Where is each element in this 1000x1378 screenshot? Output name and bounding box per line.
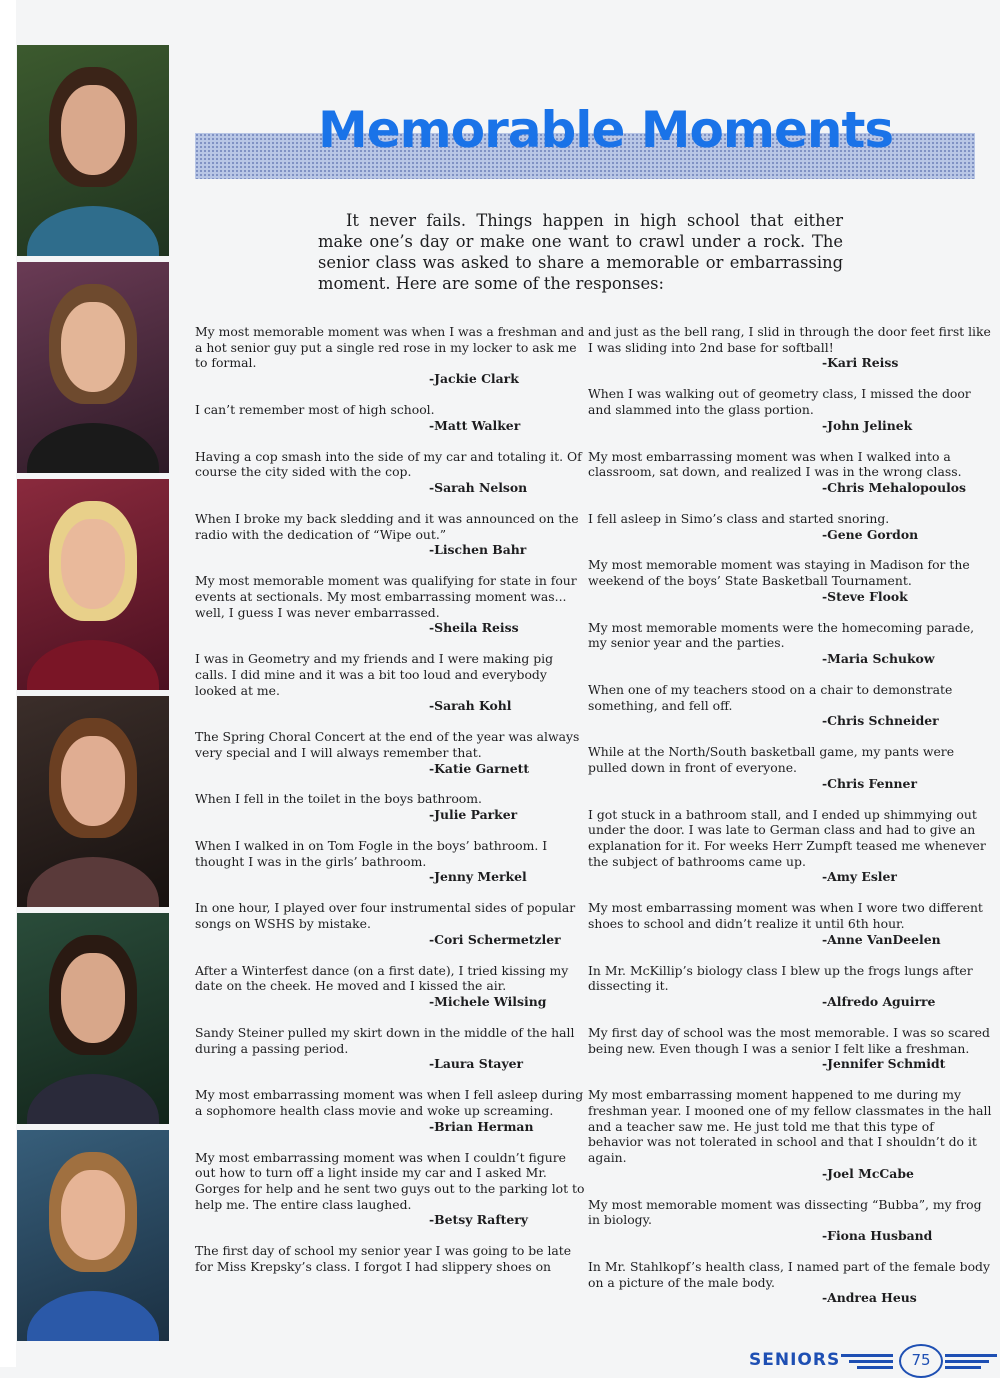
student-name: -Maria Schukow [822, 651, 935, 667]
response-text: My most memorable moment was qualifying for state in four events at sectionals. My most embarrassing moment was... well, I guess I was never embarrassed. [195, 573, 577, 620]
response-text: The Spring Choral Concert at the end of the year was always very special and I will always remember that. [195, 729, 580, 760]
response-entry [195, 1025, 587, 1072]
left-column [195, 324, 587, 1290]
response-text: My most embarrassing moment happened to me during my freshman year. I mooned one of my fellow classmates in the hall and a teacher saw me. He just told me that this type of behavior was not tolerated in school and that I shouldn’t do it again. [588, 1087, 992, 1166]
response-entry [588, 1197, 992, 1244]
student-name: -Jackie Clark [429, 371, 519, 387]
response-text: When I broke my back sledding and it was announced on the radio with the dedication of “Wipe out.” [195, 510, 579, 542]
response-entry [588, 511, 992, 542]
response-text: My most memorable moments were the homecoming parade, my senior year and the parties. [588, 619, 975, 651]
student-name: -Jennifer Schmidt [822, 1056, 946, 1072]
student-name: -Andrea Heus [822, 1290, 917, 1306]
response-text: In Mr. Stahlkopf’s health class, I named part of the female body on a picture of the male body. [588, 1258, 990, 1290]
response-entry [195, 651, 587, 714]
student-name: -Alfredo Aguirre [822, 994, 936, 1010]
response-text: When I walked in on Tom Fogle in the boys’ bathroom. I thought I was in the girls’ bathroom. [195, 838, 548, 869]
page-number: 75 [899, 1344, 943, 1378]
response-text: While at the North/South basketball game, my pants were pulled down in front of everyone. [588, 744, 955, 776]
response-entry [195, 324, 587, 387]
response-entry [195, 963, 587, 1010]
student-name: -Julie Parker [429, 807, 518, 823]
response-text: My most embarrassing moment was when I wore two different shoes to school and didn’t realize it until 6th hour. [588, 900, 983, 932]
response-text: I can’t remember most of high school. [195, 402, 435, 417]
response-text: My most embarrassing moment was when I walked into a classroom, sat down, and realized I was in the wrong class. [588, 448, 962, 480]
intro-paragraph: It never fails. Things happen in high school that either make one’s day or make one want to crawl under a rock. The senior class was asked to share a memorable or embarrassing moment. Here are some of the responses: [318, 211, 843, 293]
response-entry [588, 386, 992, 433]
response-text: I fell asleep in Simo’s class and started snoring. [588, 510, 890, 526]
response-text: I got stuck in a bathroom stall, and I ended up shimmying out under the door. I was late to German class and had to give an explanation for it. For weeks Herr Zumpft teased me whenever the subject of bathrooms came up. [588, 806, 986, 869]
page-edge [0, 0, 16, 1367]
page-title: Memorable Moments [318, 101, 894, 159]
response-entry [195, 729, 587, 776]
response-text: In Mr. McKillip’s biology class I blew up the frogs lungs after dissecting it. [588, 962, 973, 994]
senior-portrait-5 [17, 913, 169, 1124]
student-name: -Chris Fenner [822, 775, 917, 791]
footer-wing-line [841, 1354, 893, 1357]
response-entry [588, 1087, 992, 1181]
response-entry [588, 682, 992, 729]
student-name: -Gene Gordon [822, 526, 919, 542]
student-name: -Amy Esler [822, 869, 897, 885]
response-entry [588, 1259, 992, 1306]
response-text: I was in Geometry and my friends and I were making pig calls. I did mine and it was a bit too loud and everybody looked at me. [195, 651, 554, 698]
response-entry [195, 449, 587, 496]
response-entry [195, 402, 587, 433]
student-name: -Laura Stayer [429, 1056, 524, 1072]
student-name: -Lischen Bahr [429, 542, 527, 558]
right-column [588, 324, 992, 1321]
student-name: -Sarah Nelson [429, 480, 528, 495]
student-name: -Anne VanDeelen [822, 931, 941, 947]
response-text: My most embarrassing moment was when I couldn’t figure out how to turn off a light inside my car and I asked Mr. Gorges for help and he sent two guys out to the parking lot to help me. The entire class laughed. [195, 1149, 585, 1212]
student-name: -Chris Schneider [822, 713, 939, 729]
response-text: When I fell in the toilet in the boys bathroom. [195, 791, 482, 807]
senior-portrait-6 [17, 1130, 169, 1341]
student-name: -Jenny Merkel [429, 869, 527, 885]
student-name: -Betsy Raftery [429, 1212, 528, 1228]
senior-portrait-2 [17, 262, 169, 473]
response-entry [195, 1087, 587, 1134]
student-name: -Cori Schermetzler [429, 931, 561, 947]
response-text: My most memorable moment was when I was a freshman and a hot senior guy put a single red rose in my locker to ask me to formal. [195, 324, 585, 371]
response-entry [195, 791, 587, 822]
student-name: -Joel McCabe [822, 1165, 914, 1181]
student-name: -Sarah Kohl [429, 698, 512, 714]
response-entry [588, 744, 992, 791]
response-entry [195, 1150, 587, 1229]
student-name: -Fiona Husband [822, 1228, 933, 1244]
response-text: Sandy Steiner pulled my skirt down in the middle of the hall during a passing period. [195, 1024, 575, 1056]
response-text: When one of my teachers stood on a chair to demonstrate something, and fell off. [588, 682, 953, 713]
response-text: My most memorable moment was dissecting “Bubba”, my frog in biology. [588, 1196, 982, 1228]
response-entry [195, 1243, 587, 1274]
response-entry [588, 449, 992, 496]
senior-portrait-4 [17, 696, 169, 907]
footer-wing-line [945, 1354, 997, 1357]
response-text: In one hour, I played over four instrumental sides of popular songs on WSHS by mistake. [195, 900, 576, 932]
response-entry [195, 511, 587, 558]
student-name: -Matt Walker [429, 417, 521, 433]
section-label: SENIORS [749, 1350, 841, 1370]
student-name: -Chris Mehalopoulos [822, 480, 967, 495]
student-name: -Steve Flook [822, 588, 908, 604]
response-entry [195, 573, 587, 636]
response-text: The first day of school my senior year I was going to be late for Miss Krepsky’s class. I forgot I had slippery shoes on [195, 1243, 572, 1274]
student-name: -Katie Garnett [429, 760, 530, 776]
page-footer [749, 1334, 1000, 1370]
response-text: My most embarrassing moment was when I fell asleep during a sophomore health class movie and woke up screaming. [195, 1087, 584, 1118]
response-entry [588, 807, 992, 886]
response-entry [588, 963, 992, 1010]
response-entry [588, 620, 992, 667]
response-text: After a Winterfest dance (on a first date), I tried kissing my date on the cheek. He moved and I kissed the air. [195, 962, 569, 994]
response-text: When I was walking out of geometry class, I missed the door and slammed into the glass portion. [588, 386, 971, 417]
response-entry [588, 1025, 992, 1072]
response-text: My first day of school was the most memorable. I was so scared being new. Even though I was a senior I felt like a freshman. [588, 1024, 990, 1056]
student-name: -Kari Reiss [822, 355, 899, 371]
response-text: My most memorable moment was staying in Madison for the weekend of the boys’ State Basketball Tournament. [588, 557, 970, 589]
response-entry [588, 900, 992, 947]
response-entry [195, 900, 587, 947]
footer-wing-line [857, 1366, 893, 1369]
footer-wing-line [849, 1360, 893, 1363]
senior-portrait-3 [17, 479, 169, 690]
student-name: -Sheila Reiss [429, 620, 519, 636]
student-name: -Brian Herman [429, 1118, 534, 1134]
response-entry [195, 838, 587, 885]
senior-photo-strip [17, 45, 169, 1343]
response-entry [588, 557, 992, 604]
student-name: -John Jelinek [822, 417, 913, 433]
response-entry [588, 324, 992, 371]
response-text: Having a cop smash into the side of my car and totaling it. Of course the city sided with the cop. [195, 448, 582, 480]
response-text: and just as the bell rang, I slid in through the door feet first like I was sliding into 2nd base for softball! [588, 324, 991, 355]
footer-wing-line [945, 1360, 989, 1363]
senior-portrait-1 [17, 45, 169, 256]
footer-wing-line [945, 1366, 981, 1369]
student-name: -Michele Wilsing [429, 994, 547, 1010]
